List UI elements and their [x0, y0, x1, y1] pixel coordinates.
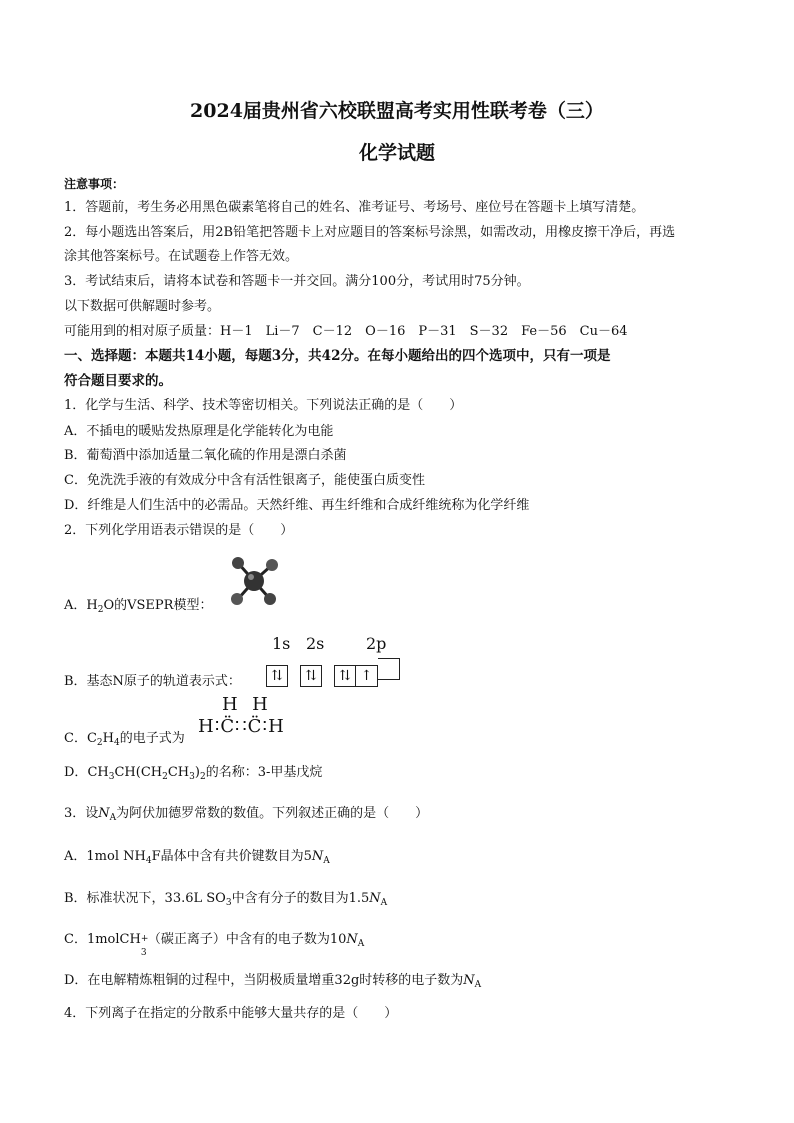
q3-stem	[64, 806, 428, 822]
exam-subtitle: 化学试题	[358, 142, 435, 164]
orbital-box-1s: ⇅	[266, 665, 288, 687]
orbital-label-2p: 2p	[366, 634, 387, 653]
q3-a-sub: 4	[145, 856, 152, 866]
orbital-label-2s: 2s	[306, 634, 325, 653]
q3-c-post: （碳正离子）中含有的电子数为10	[147, 932, 347, 947]
q3-a-post: F晶体中含有共价键数目为5	[151, 849, 312, 864]
q2-d-f2: CH(CH	[114, 765, 163, 780]
q2-c-c: C	[86, 731, 97, 746]
q2-a-h: H	[86, 598, 98, 613]
electron-formula: H∶C̈∷C̈∶H	[198, 716, 285, 737]
notice-item-2b: 涂其他答案标号。在试题卷上作答无效。	[64, 249, 299, 264]
q2-c-sub2: 4	[113, 738, 120, 748]
electron-formula-top: H H	[222, 694, 269, 715]
q3-stem-n: N	[98, 806, 110, 821]
notice-item-1: 1．答题前，考生务必用黑色碳素笔将自己的姓名、准考证号、考场号、座位号在答题卡上填写清楚。	[64, 200, 645, 215]
q2-c-sub: 2	[96, 738, 103, 748]
q2-a-text: O的VSEPR模型：	[103, 598, 213, 613]
atomic-mass: 可能用到的相对原子质量：H－1 Li－7 C－12 O－16 P－31 S－32 Fe－56 Cu－64	[64, 324, 628, 339]
orbital-box-2s: ⇅	[300, 665, 322, 687]
q3-c-pre: C．1molCH	[64, 932, 141, 947]
q3-d-text: D．在电解精炼粗铜的过程中，当阴极质量增重32g时转移的电子数为	[64, 973, 464, 988]
q3-stem-a: A	[109, 813, 117, 823]
q3-option-b	[64, 891, 387, 907]
q2-d-text: 的名称：3-甲基戊烷	[205, 765, 323, 780]
q2-a-label: A．	[64, 598, 87, 613]
notice-reference: 以下数据可供解题时参考。	[64, 299, 221, 314]
q2-option-a	[64, 598, 212, 614]
q3-c-n: N	[346, 932, 358, 947]
q3-a-a: A	[323, 856, 330, 866]
q2-d-f3: CH	[167, 765, 190, 780]
q2-d-label: D．	[64, 765, 88, 780]
vsepr-model-image	[226, 555, 282, 607]
q3-stem-pre: 3．设	[64, 806, 99, 821]
q1-stem: 1．化学与生活、科学、技术等密切相关。下列说法正确的是（ ）	[64, 398, 463, 413]
q4-stem: 4．下列离子在指定的分散系中能够大量共存的是（ ）	[64, 1006, 398, 1021]
q2-c-text: 的电子式为	[119, 731, 185, 746]
orbital-box-2p-2: ↑	[356, 665, 378, 687]
q3-b-sub: 3	[225, 898, 232, 908]
q3-a-pre: A．1mol NH	[64, 849, 146, 864]
section-heading-2: 符合题目要求的。	[64, 373, 172, 389]
q2-c-h: H	[102, 731, 114, 746]
exam-title: 2024届贵州省六校联盟高考实用性联考卷（三）	[190, 100, 604, 122]
q2-d-s1: 3	[108, 772, 115, 782]
q3-option-d	[64, 973, 481, 989]
q3-b-post: 中含有分子的数目为1.5	[231, 891, 370, 906]
q1-option-a: A．不插电的暖贴发热原理是化学能转化为电能	[64, 424, 334, 439]
q1-option-b: B．葡萄酒中添加适量二氧化硫的作用是漂白杀菌	[64, 448, 347, 463]
q2-c-label: C．	[64, 731, 87, 746]
orbital-box-2p-3	[378, 658, 400, 680]
q3-a-n: N	[311, 849, 324, 864]
q3-d-n: N	[463, 973, 475, 988]
q3-option-a	[64, 849, 330, 865]
notice-heading: 注意事项：	[64, 177, 125, 191]
q2-d-s3: 3	[189, 772, 195, 782]
notice-item-3: 3．考试结束后，请将本试卷和答题卡一并交回。满分100分，考试用时75分钟。	[64, 274, 530, 289]
q3-b-n: N	[369, 891, 381, 906]
orbital-diagram	[266, 658, 400, 687]
q2-d-s2: 2	[162, 772, 168, 782]
q2-a-sub: 2	[97, 605, 104, 615]
orbital-label-1s: 1s	[272, 634, 291, 653]
q3-stem-post: 为阿伏加德罗常数的数值。下列叙述正确的是（ ）	[116, 806, 429, 821]
q3-b-a: A	[380, 898, 388, 908]
q2-d-s4: 2	[199, 772, 206, 782]
q2-d-f4: )	[194, 765, 200, 780]
q1-option-d: D．纤维是人们生活中的必需品。天然纤维、再生纤维和合成纤维统称为化学纤维	[64, 498, 530, 513]
q2-option-d	[64, 765, 322, 781]
q3-b-pre: B．标准状况下，33.6L SO	[64, 891, 226, 906]
q3-d-a: A	[474, 980, 482, 990]
q3-option-c: C．1molCH + 3 （碳正离子）中含有的电子数为$10N_A$	[64, 932, 365, 958]
q1-option-c: C．免洗洗手液的有效成分中含有活性银离子，能使蛋白质变性	[64, 473, 425, 488]
q2-d-f1: CH	[87, 765, 109, 780]
q2-stem: 2．下列化学用语表示错误的是（ ）	[64, 523, 294, 538]
section-heading-1: 一、选择题：本题共14小题，每题3分，共42分。在每小题给出的四个选项中，只有一项是	[64, 348, 611, 364]
q3-c-a: A	[357, 939, 365, 949]
q2-option-c	[64, 731, 185, 747]
notice-item-2a: 2．每小题选出答案后，用2B铅笔把答题卡上对应题目的答案标号涂黑，如需改动，用橡皮擦干净后，再选	[64, 225, 676, 240]
orbital-box-2p-1: ⇅	[334, 665, 356, 687]
q2-option-b: B．基态N原子的轨道表示式：	[64, 674, 241, 689]
